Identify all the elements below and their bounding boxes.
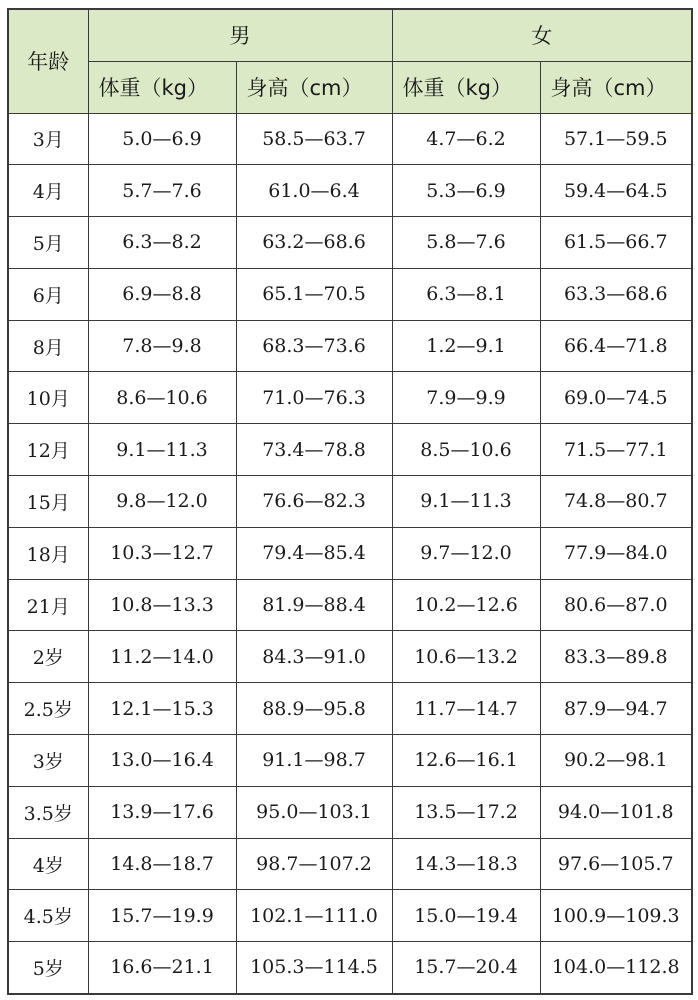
age-cell: 12月 [8,424,88,476]
female-weight-cell: 15.0—19.4 [392,890,540,942]
table-row [8,217,692,269]
male-weight-cell: 10.8—13.3 [88,579,236,631]
female-height-cell: 97.6—105.7 [540,838,692,890]
table-row [8,942,692,994]
male-height-cell: 76.6—82.3 [236,476,392,528]
female-height-cell: 77.9—84.0 [540,527,692,579]
male-height-cell: 71.0—76.3 [236,372,392,424]
female-height-cell: 100.9—109.3 [540,890,692,942]
male-weight-header: 体重（kg） [88,61,236,113]
male-weight-cell: 9.8—12.0 [88,476,236,528]
age-cell: 6月 [8,268,88,320]
female-weight-cell: 5.8—7.6 [392,217,540,269]
female-weight-cell: 10.6—13.2 [392,631,540,683]
female-height-cell: 104.0—112.8 [540,942,692,994]
female-weight-cell: 15.7—20.4 [392,942,540,994]
age-cell: 5岁 [8,942,88,994]
male-height-cell: 88.9—95.8 [236,683,392,735]
age-column-header: 年龄 [8,9,88,113]
female-weight-cell: 9.7—12.0 [392,527,540,579]
male-height-cell: 61.0—6.4 [236,165,392,217]
male-weight-cell: 14.8—18.7 [88,838,236,890]
female-weight-cell: 13.5—17.2 [392,786,540,838]
age-cell: 18月 [8,527,88,579]
male-weight-cell: 13.0—16.4 [88,735,236,787]
male-weight-cell: 6.3—8.2 [88,217,236,269]
table-row [8,320,692,372]
male-height-cell: 81.9—88.4 [236,579,392,631]
male-weight-cell: 5.7—7.6 [88,165,236,217]
male-weight-cell: 7.8—9.8 [88,320,236,372]
age-cell: 4月 [8,165,88,217]
male-height-cell: 58.5—63.7 [236,113,392,165]
male-weight-cell: 13.9—17.6 [88,786,236,838]
male-weight-cell: 10.3—12.7 [88,527,236,579]
male-height-cell: 63.2—68.6 [236,217,392,269]
female-height-cell: 59.4—64.5 [540,165,692,217]
growth-standards-table [7,8,693,995]
table-row [8,527,692,579]
male-weight-cell: 11.2—14.0 [88,631,236,683]
female-height-cell: 90.2—98.1 [540,735,692,787]
female-height-cell: 83.3—89.8 [540,631,692,683]
female-weight-cell: 11.7—14.7 [392,683,540,735]
male-height-cell: 98.7—107.2 [236,838,392,890]
male-height-cell: 102.1—111.0 [236,890,392,942]
female-weight-cell: 6.3—8.1 [392,268,540,320]
table-row [8,372,692,424]
female-weight-header: 体重（kg） [392,61,540,113]
age-cell: 3月 [8,113,88,165]
female-weight-cell: 5.3—6.9 [392,165,540,217]
female-height-cell: 87.9—94.7 [540,683,692,735]
age-cell: 8月 [8,320,88,372]
female-weight-cell: 8.5—10.6 [392,424,540,476]
male-height-cell: 73.4—78.8 [236,424,392,476]
male-height-cell: 84.3—91.0 [236,631,392,683]
male-height-cell: 68.3—73.6 [236,320,392,372]
male-height-cell: 65.1—70.5 [236,268,392,320]
male-weight-cell: 8.6—10.6 [88,372,236,424]
female-height-cell: 71.5—77.1 [540,424,692,476]
age-cell: 4岁 [8,838,88,890]
age-cell: 4.5岁 [8,890,88,942]
female-weight-cell: 14.3—18.3 [392,838,540,890]
age-cell: 21月 [8,579,88,631]
male-weight-cell: 12.1—15.3 [88,683,236,735]
table-body [8,113,692,994]
table-row [8,424,692,476]
age-cell: 2.5岁 [8,683,88,735]
female-height-cell: 94.0—101.8 [540,786,692,838]
age-cell: 3岁 [8,735,88,787]
female-height-cell: 69.0—74.5 [540,372,692,424]
female-height-header: 身高（cm） [540,61,692,113]
table-row [8,838,692,890]
table-row [8,786,692,838]
female-height-cell: 61.5—66.7 [540,217,692,269]
female-group-header: 女 [392,9,692,61]
table-row [8,735,692,787]
female-height-cell: 57.1—59.5 [540,113,692,165]
age-cell: 3.5岁 [8,786,88,838]
male-height-cell: 79.4—85.4 [236,527,392,579]
table-row [8,890,692,942]
male-height-cell: 91.1—98.7 [236,735,392,787]
female-height-cell: 66.4—71.8 [540,320,692,372]
male-height-cell: 95.0—103.1 [236,786,392,838]
female-height-cell: 63.3—68.6 [540,268,692,320]
table-row [8,631,692,683]
female-weight-cell: 9.1—11.3 [392,476,540,528]
male-height-cell: 105.3—114.5 [236,942,392,994]
age-cell: 15月 [8,476,88,528]
age-cell: 10月 [8,372,88,424]
table-row [8,268,692,320]
female-height-cell: 80.6—87.0 [540,579,692,631]
female-weight-cell: 12.6—16.1 [392,735,540,787]
age-cell: 5月 [8,217,88,269]
age-cell: 2岁 [8,631,88,683]
female-weight-cell: 7.9—9.9 [392,372,540,424]
male-group-header: 男 [88,9,392,61]
male-weight-cell: 16.6—21.1 [88,942,236,994]
female-weight-cell: 4.7—6.2 [392,113,540,165]
table-row [8,165,692,217]
male-weight-cell: 6.9—8.8 [88,268,236,320]
table-row [8,683,692,735]
male-height-header: 身高（cm） [236,61,392,113]
male-weight-cell: 15.7—19.9 [88,890,236,942]
table-row [8,579,692,631]
table-row [8,476,692,528]
table-row [8,113,692,165]
female-weight-cell: 1.2—9.1 [392,320,540,372]
male-weight-cell: 9.1—11.3 [88,424,236,476]
table-header [8,9,692,113]
male-weight-cell: 5.0—6.9 [88,113,236,165]
female-height-cell: 74.8—80.7 [540,476,692,528]
female-weight-cell: 10.2—12.6 [392,579,540,631]
